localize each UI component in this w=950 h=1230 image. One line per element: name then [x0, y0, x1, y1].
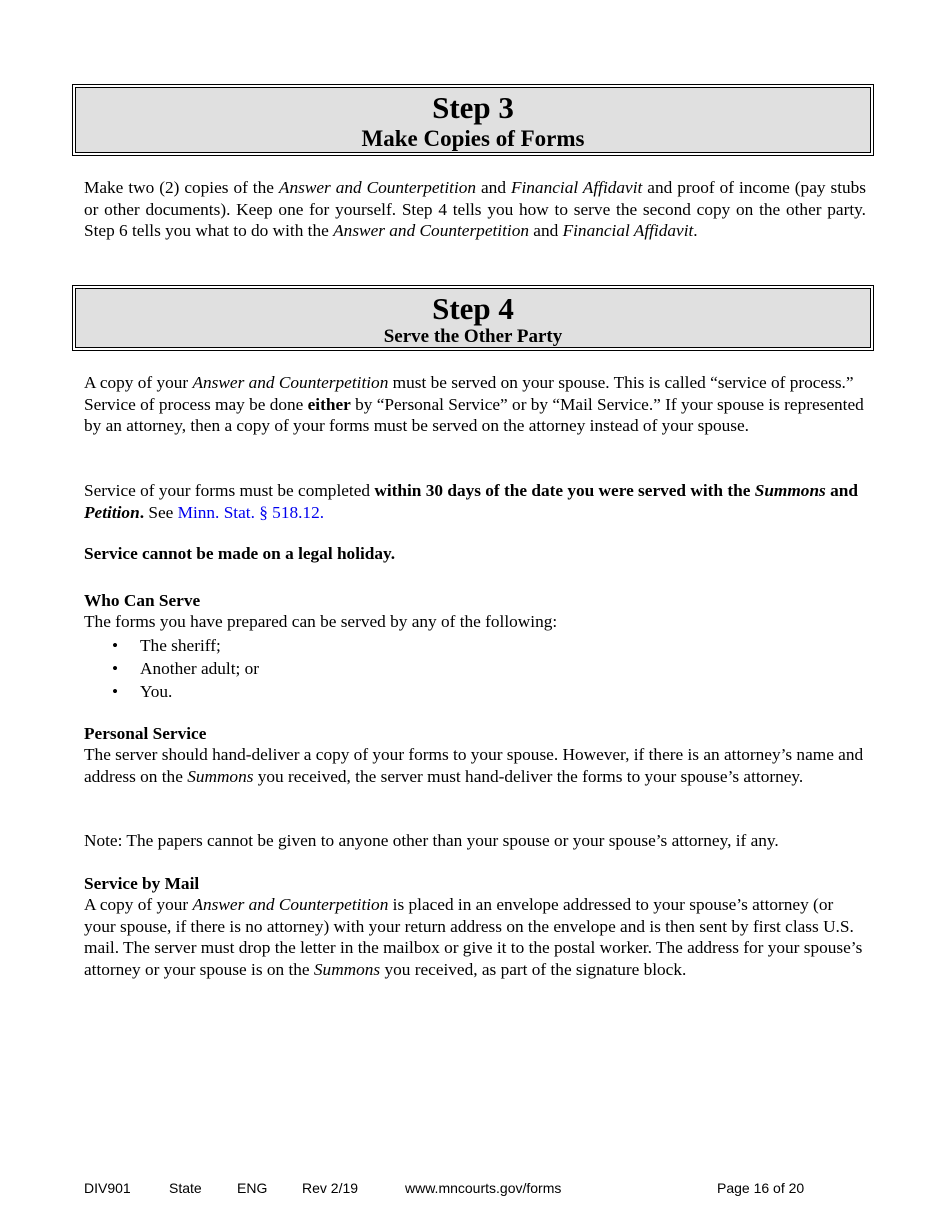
list-item: • The sheriff;	[84, 634, 259, 657]
text-run: Summons	[313, 959, 381, 979]
list-item: • You.	[84, 680, 259, 703]
text-run: Answer and Counterpetition	[333, 221, 529, 240]
text-run: .	[693, 221, 698, 240]
text-run: Petition	[84, 502, 140, 522]
footer-form-id: DIV901	[84, 1180, 131, 1196]
text-run: Financial Affidavit	[510, 178, 643, 197]
who-can-serve-intro: The forms you have prepared can be served by any of the following:	[84, 612, 558, 631]
text-run: Answer and Counterpetition	[192, 895, 389, 914]
list-item: • Another adult; or	[84, 657, 259, 680]
text-run: and	[476, 178, 511, 197]
text-run: and	[825, 481, 858, 500]
text-run: Summons	[187, 766, 254, 786]
text-run: Service of your forms must be completed	[84, 481, 375, 500]
mail-service-body	[84, 894, 866, 980]
statute-link[interactable]: Minn. Stat. § 518.12.	[177, 502, 325, 522]
step4-deadline-paragraph	[84, 480, 866, 523]
text-run: A copy of your	[84, 895, 193, 914]
text-run: Financial Affidavit	[562, 221, 694, 240]
step3-body	[84, 177, 866, 242]
text-run: you received, the server must hand-deliver the forms to your spouse’s attorney.	[253, 766, 804, 786]
note-paragraph: Note: The papers cannot be given to anyone other than your spouse or your spouse’s attorney, if any.	[84, 831, 779, 850]
step3-title: Step 3	[432, 90, 514, 125]
text-run: See	[144, 502, 178, 522]
text-run: A copy of your	[84, 373, 193, 392]
step4-subtitle: Serve the Other Party	[383, 326, 563, 347]
text-run: you received, as part of the signature block.	[380, 959, 687, 979]
text-run: Make two (2) copies of the	[84, 178, 279, 197]
personal-service-heading: Personal Service	[84, 724, 207, 743]
step4-title: Step 4	[432, 291, 514, 326]
footer-revision: Rev 2/19	[302, 1180, 359, 1196]
text-run: Answer and Counterpetition	[192, 373, 389, 392]
text-run: Summons	[754, 481, 826, 500]
text-run: must be served on your spouse. This is called “service of process.” Service of process may be done	[84, 373, 854, 414]
step4-header-box	[72, 285, 874, 351]
text-run: and proof of income (pay stubs or other documents). Keep one for yourself. Step 4 tells you how to serve the second copy on the other party. Step 6 tells you what to do with the	[84, 178, 867, 240]
text-run: is placed in an envelope addressed to your spouse’s attorney (or your spouse, if there is no attorney) with your return address on the envelope and is then sent by first class U.S. mail. The server must drop the letter in the mailbox or give it to the postal worker. The address for your spouse’s attorney or your spouse is on the	[84, 895, 863, 979]
text-run: and	[528, 221, 563, 240]
mail-service-heading: Service by Mail	[84, 874, 200, 893]
footer-language: ENG	[237, 1180, 268, 1196]
step4-service-paragraph	[84, 372, 866, 437]
text-run: either	[307, 394, 351, 414]
step3-header-box	[72, 84, 874, 156]
text-run: by “Personal Service” or by “Mail Service.” If your spouse is represented by an attorney, then a copy of your forms must be served on the attorney instead of your spouse.	[84, 394, 864, 435]
who-can-serve-heading: Who Can Serve	[84, 591, 201, 610]
footer-jurisdiction: State	[169, 1180, 202, 1196]
text-run: The server should hand-deliver a copy of your forms to your spouse. However, if there is an attorney’s name and address on the	[84, 745, 864, 786]
holiday-notice: Service cannot be made on a legal holiday.	[84, 544, 396, 563]
text-run: .	[139, 502, 145, 522]
step3-subtitle: Make Copies of Forms	[361, 126, 585, 151]
footer-page-number: Page 16 of 20	[717, 1180, 805, 1196]
text-run: Answer and Counterpetition	[278, 178, 477, 197]
footer-url[interactable]: www.mncourts.gov/forms	[405, 1180, 562, 1196]
personal-service-body	[84, 744, 866, 787]
who-can-serve-list	[84, 634, 259, 703]
text-run: within 30 days of the date you were served with the	[374, 481, 755, 500]
